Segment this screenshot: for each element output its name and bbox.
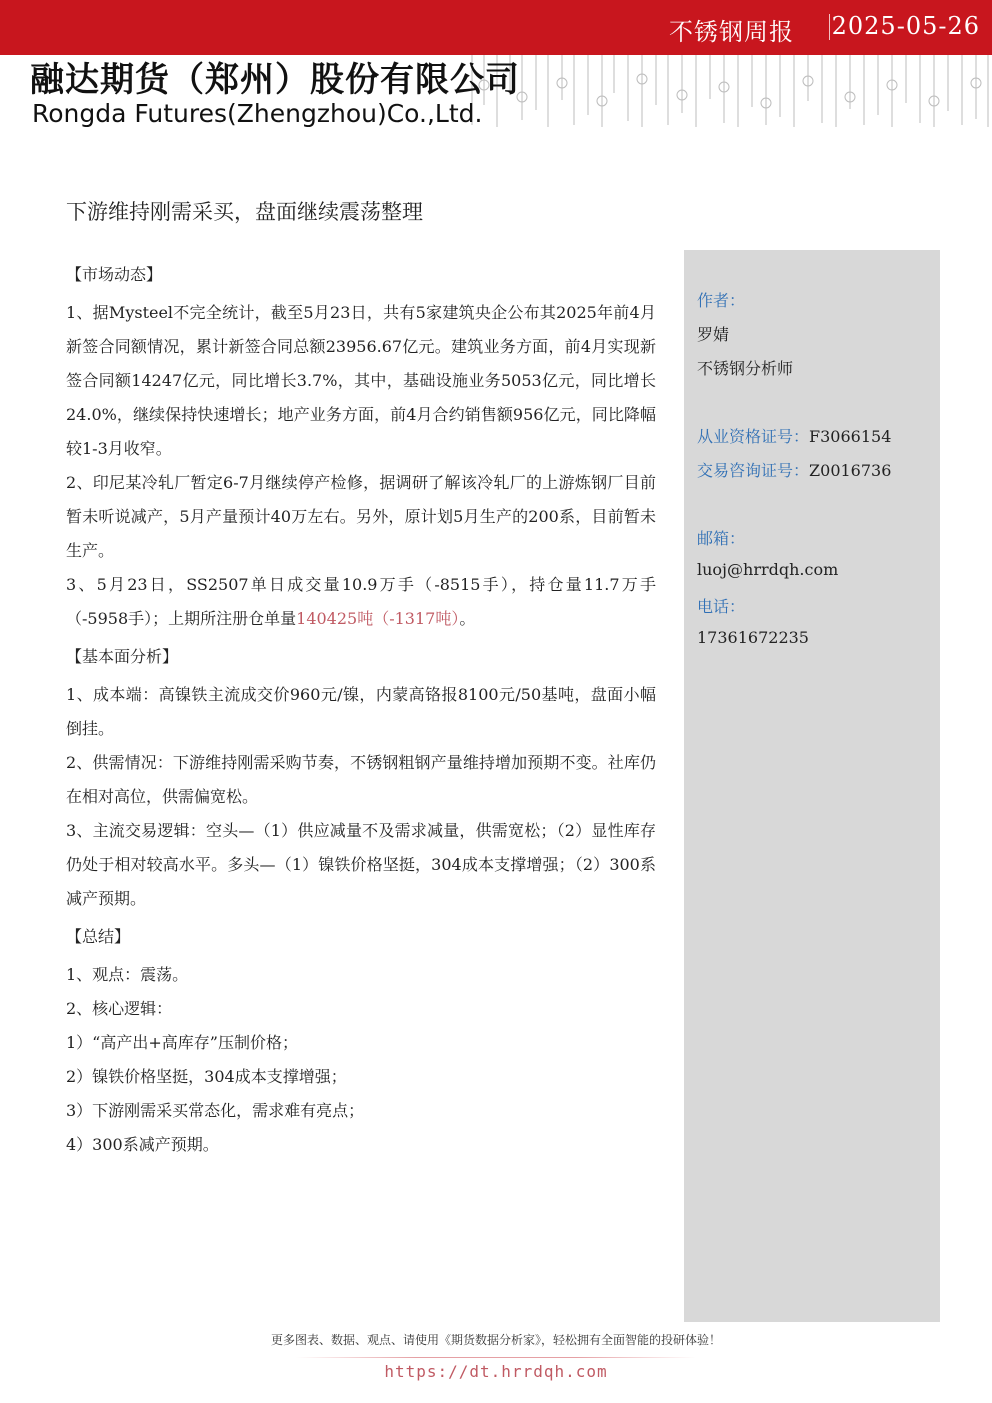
footer-note: 更多图表、数据、观点、请使用《期货数据分析家》，轻松拥有全面智能的投研体验！	[270, 1333, 721, 1347]
market-paragraph-3-end: 。	[459, 609, 476, 628]
company-name-en: Rongda Futures(Zhengzhou)Co.,Ltd.	[32, 99, 483, 128]
report-body	[66, 258, 656, 1162]
report-date: 2025-05-26	[831, 12, 980, 40]
market-paragraph-2: 2、印尼某冷轧厂暂定6-7月继续停产检修，据调研了解该冷轧厂的上游炼钢厂目前暂未听说减产，5月产量预计40万左右。另外，原计划5月生产的200系，目前暂未生产。	[66, 473, 656, 560]
license-row	[697, 424, 891, 447]
summary-item: 2）镍铁价格坚挺，304成本支撑增强；	[66, 1067, 347, 1086]
phone-label: 电话：	[697, 597, 746, 616]
consult-row	[697, 458, 891, 481]
fundamental-paragraph-3: 3、主流交易逻辑：空头—（1）供应减量不及需求减量，供需宽松；（2）显性库存仍处于相对较高水平。多头—（1）镍铁价格坚挺，304成本支撑增强；（2）300系减产预期。	[66, 821, 656, 908]
summary-item: 4）300系减产预期。	[66, 1135, 219, 1154]
company-name-cn: 融达期货（郑州）股份有限公司	[30, 60, 520, 100]
header-bar	[0, 0, 992, 55]
summary-item: 1、观点：震荡。	[66, 965, 189, 984]
market-paragraph-1: 1、据Mysteel不完全统计，截至5月23日，共有5家建筑央企公布其2025年前4月新签合同额情况，累计新签合同总额23956.67亿元。建筑业务方面，前4月实现新签合同额14247亿元，同比增长3.7%，其中，基础设施业务5053亿元，同比增长24.0%，继续保持快速增长；地产业务方面，前4月合约销售额956亿元，同比降幅较1-3月收窄。	[66, 303, 656, 458]
market-paragraph-3-text: 3、5月23日，SS2507单日成交量10.9万手（-8515手），持仓量11.7万手（-5958手）；上期所注册仓单量	[66, 575, 656, 628]
market-paragraph-3	[66, 568, 656, 636]
author-title: 不锈钢分析师	[697, 359, 794, 378]
section-title-market: 【市场动态】	[66, 265, 163, 284]
phone-value: 17361672235	[697, 628, 809, 647]
footer-divider	[296, 1357, 696, 1358]
author-label: 作者：	[697, 291, 746, 310]
email-value[interactable]: luoj@hrrdqh.com	[697, 560, 839, 579]
section-title-fundamental: 【基本面分析】	[66, 647, 179, 666]
license-value: F3066154	[809, 427, 892, 446]
summary-item: 3）下游刚需采买常态化，需求难有亮点；	[66, 1101, 365, 1120]
email-label: 邮箱：	[697, 529, 746, 548]
report-headline: 下游维持刚需采买，盘面继续震荡整理	[66, 200, 423, 224]
consult-label: 交易咨询证号：	[697, 461, 810, 480]
summary-item: 1）“高产出+高库存”压制价格；	[66, 1033, 298, 1052]
warehouse-receipt-value: 140425吨（-1317吨）	[296, 609, 460, 628]
header-divider	[829, 14, 830, 40]
author-name: 罗婧	[697, 325, 730, 344]
author-sidebar	[684, 250, 940, 1322]
section-title-summary: 【总结】	[66, 927, 131, 946]
decorative-pattern	[462, 55, 992, 130]
report-name: 不锈钢周报	[669, 18, 794, 46]
consult-value: Z0016736	[809, 461, 892, 480]
license-label: 从业资格证号：	[697, 427, 810, 446]
summary-item: 2、核心逻辑：	[66, 999, 173, 1018]
footer-link[interactable]: https://dt.hrrdqh.com	[384, 1362, 608, 1381]
fundamental-paragraph-1: 1、成本端：高镍铁主流成交价960元/镍，内蒙高铬报8100元/50基吨，盘面小幅倒挂。	[66, 685, 656, 738]
fundamental-paragraph-2: 2、供需情况：下游维持刚需采购节奏，不锈钢粗钢产量维持增加预期不变。社库仍在相对高位，供需偏宽松。	[66, 753, 656, 806]
